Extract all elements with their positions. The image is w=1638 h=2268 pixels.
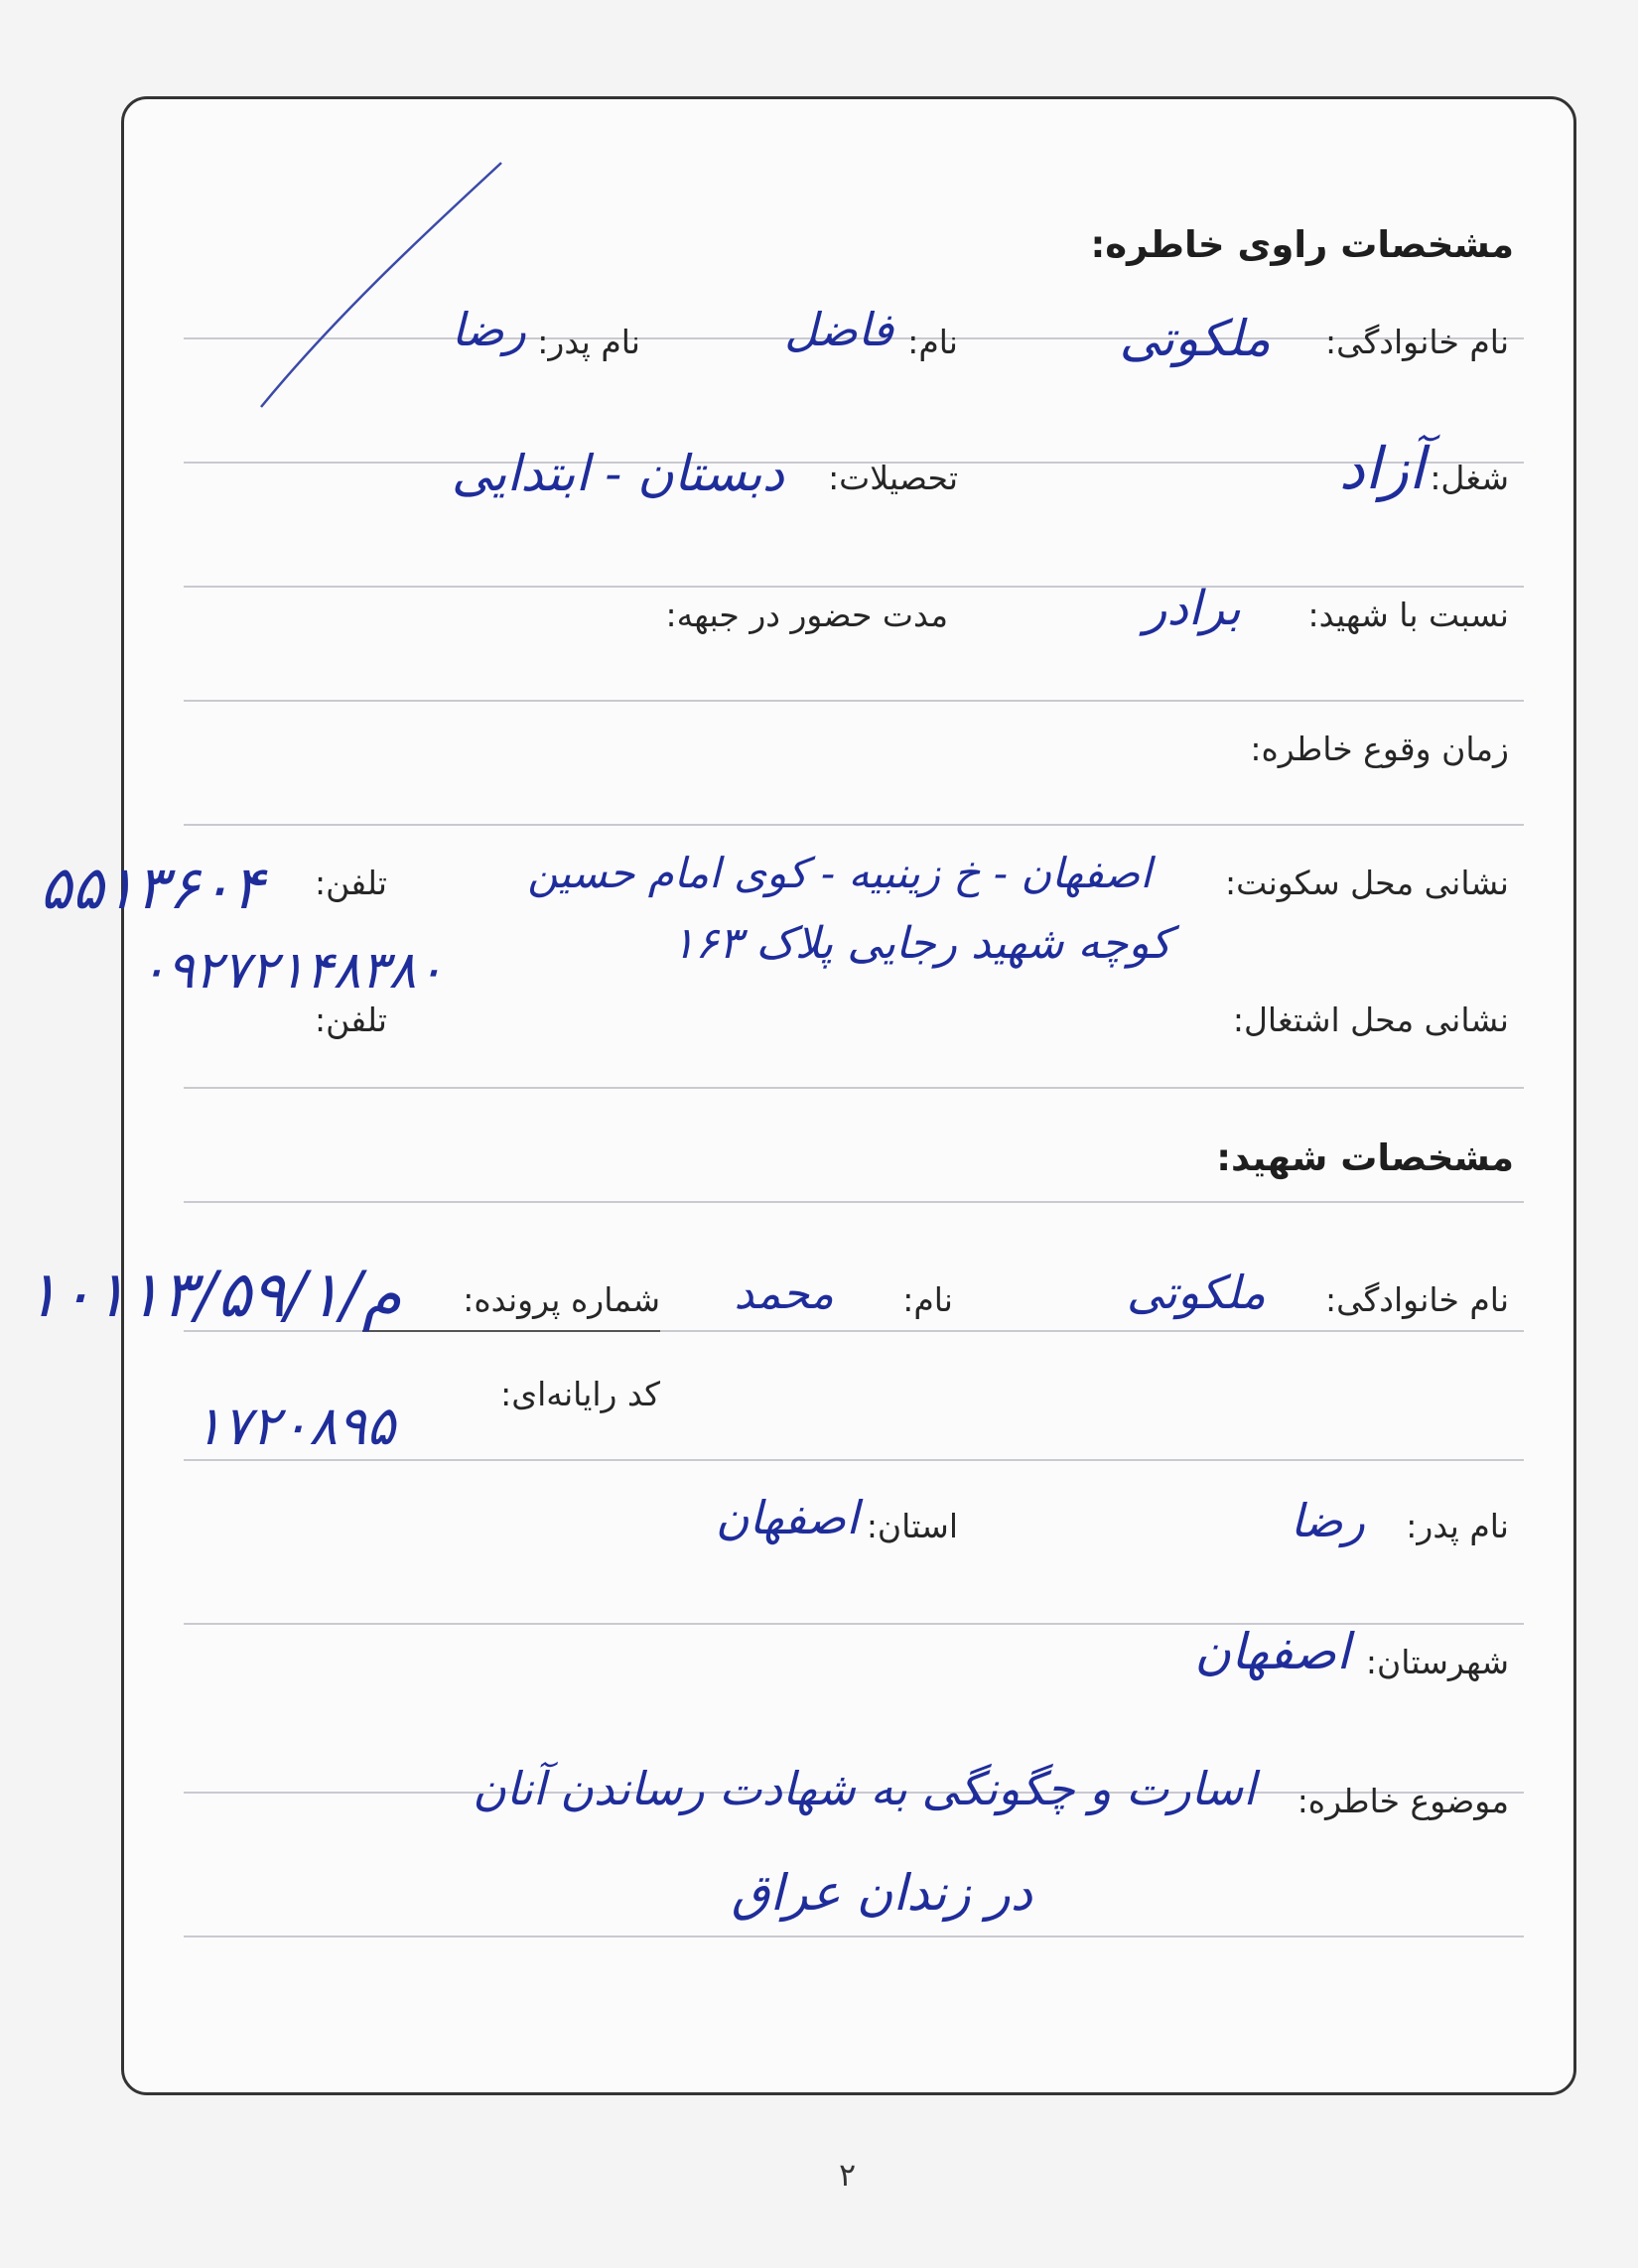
province-value: اصفهان: [715, 1491, 859, 1544]
section-title-martyr: مشخصات شهید:: [1216, 1136, 1514, 1179]
city-value: اصفهان: [1194, 1623, 1350, 1680]
rule-line: [184, 1459, 1524, 1461]
page-number: ۲: [839, 2156, 857, 2194]
memory-time-label: زمان وقوع خاطره:: [1250, 730, 1509, 768]
first-name-label: نام:: [907, 323, 958, 361]
home-phone-value-1: ۵۵۱۳۶۰۴: [40, 854, 264, 923]
home-phone-value-2: ۰۹۲۷۲۱۴۸۳۸۰: [139, 941, 445, 1001]
education-label: تحصیلات:: [828, 459, 958, 497]
education-value: دبستان - ابتدایی: [451, 445, 784, 502]
home-address-value-1: اصفهان - خ زینبیه - کوی امام حسین: [527, 849, 1152, 897]
job-value: آزاد: [1338, 435, 1425, 502]
rule-line: [184, 1201, 1524, 1203]
memory-subject-value-1: اسارت و چگونگی به شهادت رساندن آنان: [473, 1762, 1256, 1815]
computer-code-label: کد رایانه‌ای:: [500, 1375, 660, 1413]
rule-line: [184, 586, 1524, 588]
relation-value: برادر: [1144, 581, 1241, 636]
province-label: استان:: [866, 1507, 958, 1545]
rule-line: [184, 1935, 1524, 1937]
rule-line: [184, 824, 1524, 826]
relation-label: نسبت با شهید:: [1307, 596, 1509, 634]
first-name-value: فاضل: [784, 303, 893, 356]
work-phone-label: تلفن:: [314, 1001, 387, 1039]
martyr-first-name-label: نام:: [902, 1280, 953, 1319]
memory-subject-value-2: در زندان عراق: [731, 1864, 1032, 1922]
rule-line: [184, 700, 1524, 702]
file-number-value: ۱۰۱۱۳/۵۹/۱/م: [25, 1259, 402, 1332]
father-name-value: رضا: [451, 303, 526, 356]
pen-stroke: [253, 159, 511, 417]
martyr-family-name-label: نام خانوادگی:: [1324, 1280, 1509, 1319]
section-title-narrator: مشخصات راوی خاطره:: [1090, 223, 1514, 266]
martyr-first-name-value: محمد: [734, 1268, 834, 1319]
martyr-father-name-label: نام پدر:: [1406, 1507, 1509, 1545]
file-number-underline: [362, 1330, 660, 1332]
home-phone-label: تلفن:: [314, 864, 387, 902]
city-label: شهرستان:: [1365, 1643, 1509, 1681]
family-name-value: ملکوتی: [1119, 310, 1271, 367]
job-label: شغل:: [1430, 459, 1509, 497]
computer-code-value: ۱۷۲۰۸۹۵: [194, 1395, 396, 1457]
martyr-family-name-value: ملکوتی: [1126, 1266, 1266, 1319]
work-address-label: نشانی محل اشتغال:: [1232, 1001, 1509, 1039]
home-address-label: نشانی محل سکونت:: [1225, 864, 1509, 902]
father-name-label: نام پدر:: [537, 323, 640, 361]
martyr-father-name-value: رضا: [1290, 1494, 1365, 1547]
family-name-label: نام خانوادگی:: [1324, 323, 1509, 361]
home-address-value-2: کوچه شهید رجایی پلاک ۱۶۳: [671, 918, 1171, 969]
memory-subject-label: موضوع خاطره:: [1297, 1782, 1509, 1820]
file-number-label: شماره پرونده:: [463, 1280, 660, 1319]
rule-line: [184, 1087, 1524, 1089]
front-duration-label: مدت حضور در جبهه:: [665, 596, 948, 634]
